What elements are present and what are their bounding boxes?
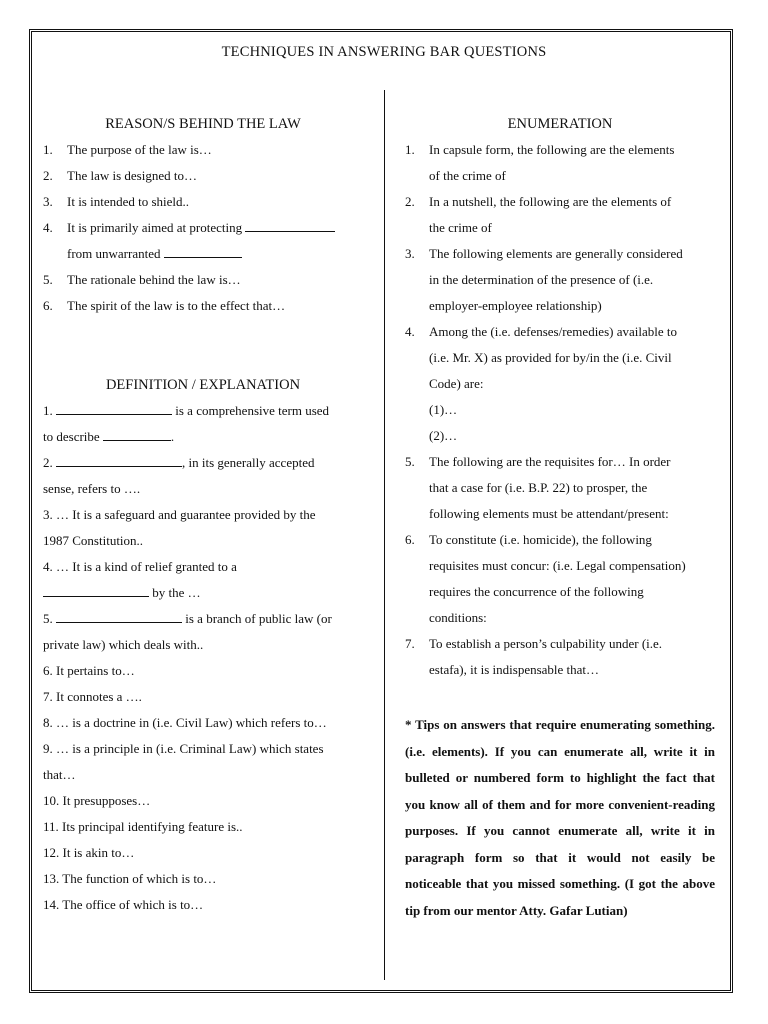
list-item: 7. To establish a person’s culpability under (i.e. estafa), it is indispensable that… xyxy=(405,636,663,677)
blank-line xyxy=(56,400,172,415)
list-item: 9. … is a principle in (i.e. Criminal Law) which states that… xyxy=(43,741,324,782)
definition-section xyxy=(43,372,363,918)
reasons-section xyxy=(43,111,363,319)
list-item: 2. , in its generally accepted sense, refers to …. xyxy=(43,450,363,502)
list-item: 3. The following elements are generally considered in the determination of the presence of (i.e. employer-employee relationship) xyxy=(405,246,683,313)
blank-line xyxy=(103,426,171,441)
list-item: 4. … It is a kind of relief granted to a by the … xyxy=(43,559,237,600)
page-title: TECHNIQUES IN ANSWERING BAR QUESTIONS xyxy=(221,44,547,60)
list-item: 5. The rationale behind the law is… xyxy=(43,272,241,287)
blank-line xyxy=(245,217,335,232)
list-item: 4. Among the (i.e. defenses/remedies) available to (i.e. Mr. X) as provided for by/in the (i.e. Civil Code) are: (1)… (2)… xyxy=(405,324,677,443)
list-item: 3. It is intended to shield.. xyxy=(43,194,190,209)
list-item: 6. The spirit of the law is to the effect that… xyxy=(43,298,286,313)
reasons-list xyxy=(43,137,363,319)
list-item: 2. In a nutshell, the following are the elements of the crime of xyxy=(405,194,672,235)
list-item: 1. is a comprehensive term used to describe . xyxy=(43,398,363,450)
enumeration-list xyxy=(405,137,715,683)
list-item: 10. It presupposes… xyxy=(43,793,151,808)
list-item: 14. The office of which is to… xyxy=(43,897,204,912)
list-item: 4. It is primarily aimed at protecting from unwarranted xyxy=(43,215,363,267)
blank-line xyxy=(56,608,182,623)
reasons-heading: REASON/S BEHIND THE LAW xyxy=(105,116,301,132)
list-item: 1. In capsule form, the following are the elements of the crime of xyxy=(405,142,675,183)
list-item: 6. It pertains to… xyxy=(43,663,135,678)
enumeration-heading: ENUMERATION xyxy=(507,116,613,132)
definition-heading: DEFINITION / EXPLANATION xyxy=(105,377,301,393)
enumeration-section xyxy=(405,111,715,683)
list-item: 6. To constitute (i.e. homicide), the following requisites must concur: (i.e. Legal compensation) requires the concurrence of the following conditions: xyxy=(405,532,686,625)
blank-line xyxy=(164,243,242,258)
list-item: 1. The purpose of the law is… xyxy=(43,142,212,157)
blank-line xyxy=(43,582,149,597)
definition-list xyxy=(43,398,363,918)
tip-paragraph: * Tips on answers that require enumerating something. (i.e. elements). If you can enumerate all, write it in bulleted or numbered form to highlight the fact that you know all of them and for more convenient-reading purposes. If you cannot enumerate all, write it in paragraph form so that it would not easily be noticeable that you missed something. (I got the above tip from our mentor Atty. Gafar Lutian) xyxy=(405,717,715,918)
list-item: 7. It connotes a …. xyxy=(43,689,142,704)
list-item: 2. The law is designed to… xyxy=(43,168,197,183)
list-item: 11. Its principal identifying feature is.. xyxy=(43,819,243,834)
list-item: 3. … It is a safeguard and guarantee provided by the 1987 Constitution.. xyxy=(43,507,316,548)
list-item: 12. It is akin to… xyxy=(43,845,135,860)
column-divider xyxy=(384,90,385,980)
blank-line xyxy=(56,452,182,467)
list-item: 13. The function of which is to… xyxy=(43,871,217,886)
list-item: 5. The following are the requisites for… In order that a case for (i.e. B.P. 22) to prosper, the following elements must be attendant/present: xyxy=(405,454,671,521)
list-item: 5. is a branch of public law (or private law) which deals with.. xyxy=(43,606,363,658)
list-item: 8. … is a doctrine in (i.e. Civil Law) which refers to… xyxy=(43,715,327,730)
